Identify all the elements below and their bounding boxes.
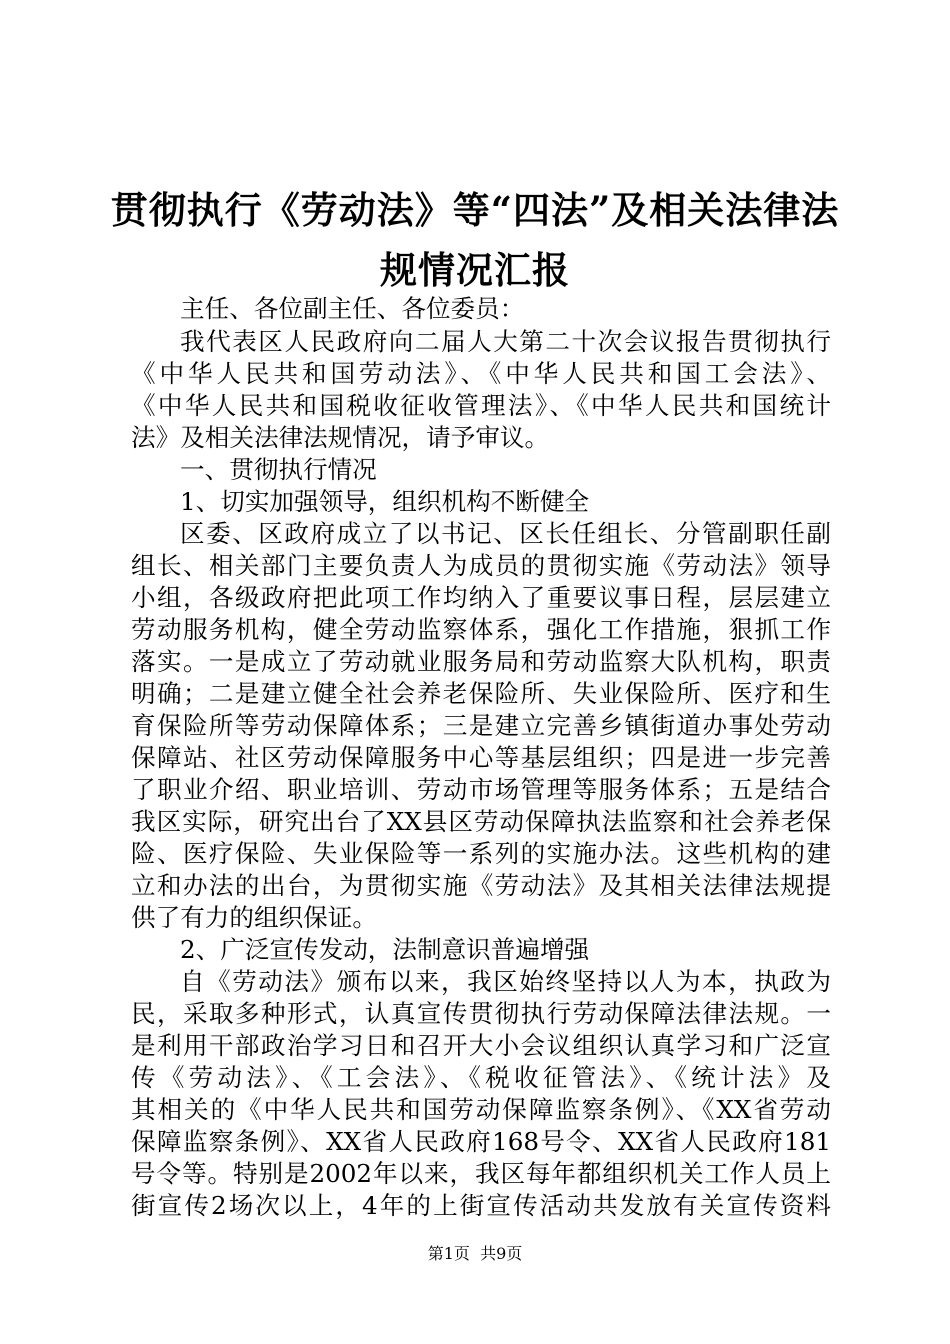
body-line: 保障站、社区劳动保障服务中心等基层组织；四是进一步完善	[131, 743, 831, 772]
body-line: 我区实际，研究出台了XX县区劳动保障执法监察和社会养老保	[131, 807, 831, 836]
body-line: 我代表区人民政府向二届人大第二十次会议报告贯彻执行	[180, 327, 831, 356]
body-line: 《中华人民共和国劳动法》、《中华人民共和国工会法》、	[131, 359, 831, 388]
body-line: 法》及相关法律法规情况，请予审议。	[131, 423, 550, 452]
page-footer: 第1页 共9页	[427, 1244, 523, 1263]
body-line: 街宣传2场次以上，4年的上街宣传活动共发放有关宣传资料	[131, 1191, 831, 1220]
body-line: 主任、各位副主任、各位委员：	[180, 294, 525, 323]
body-line: 险、医疗保险、失业保险等一系列的实施办法。这些机构的建	[131, 839, 831, 868]
body-line: 育保险所等劳动保障体系；三是建立完善乡镇街道办事处劳动	[131, 711, 831, 740]
body-line: 民，采取多种形式，认真宣传贯彻执行劳动保障法律法规。一	[131, 999, 831, 1028]
body-line: 劳动服务机构，健全劳动监察体系，强化工作措施，狠抓工作	[131, 615, 831, 644]
body-line: 组长、相关部门主要负责人为成员的贯彻实施《劳动法》领导	[131, 551, 831, 580]
body-line: 传《劳动法》、《工会法》、《税收征管法》、《统计法》及	[131, 1063, 831, 1092]
document-title-line-2: 规情况汇报	[380, 248, 570, 292]
body-line: 明确；二是建立健全社会养老保险所、失业保险所、医疗和生	[131, 679, 831, 708]
body-line: 号令等。特别是2002年以来，我区每年都组织机关工作人员上	[131, 1159, 831, 1188]
body-line: 是利用干部政治学习日和召开大小会议组织认真学习和广泛宣	[131, 1031, 831, 1060]
body-line: 小组，各级政府把此项工作均纳入了重要议事日程，层层建立	[131, 583, 831, 612]
body-line: 了职业介绍、职业培训、劳动市场管理等服务体系；五是结合	[131, 775, 831, 804]
body-line: 立和办法的出台，为贯彻实施《劳动法》及其相关法律法规提	[131, 871, 831, 900]
body-line: 其相关的《中华人民共和国劳动保障监察条例》、《XX省劳动	[131, 1095, 831, 1124]
body-line: 自《劳动法》颁布以来，我区始终坚持以人为本，执政为	[180, 967, 831, 996]
body-line: 保障监察条例》、XX省人民政府168号令、XX省人民政府181	[131, 1127, 831, 1156]
body-line: 2、广泛宣传发动，法制意识普遍增强	[180, 935, 590, 964]
document-title-line-1: 贯彻执行《劳动法》等“四法”及相关法律法	[110, 188, 840, 232]
body-line: 区委、区政府成立了以书记、区长任组长、分管副职任副	[180, 519, 831, 548]
body-line: 落实。一是成立了劳动就业服务局和劳动监察大队机构，职责	[131, 647, 831, 676]
body-line: 一、贯彻执行情况	[180, 455, 377, 484]
body-line: 1、切实加强领导，组织机构不断健全	[180, 487, 590, 516]
body-line: 《中华人民共和国税收征收管理法》、《中华人民共和国统计	[131, 391, 831, 420]
body-line: 供了有力的组织保证。	[131, 903, 377, 932]
